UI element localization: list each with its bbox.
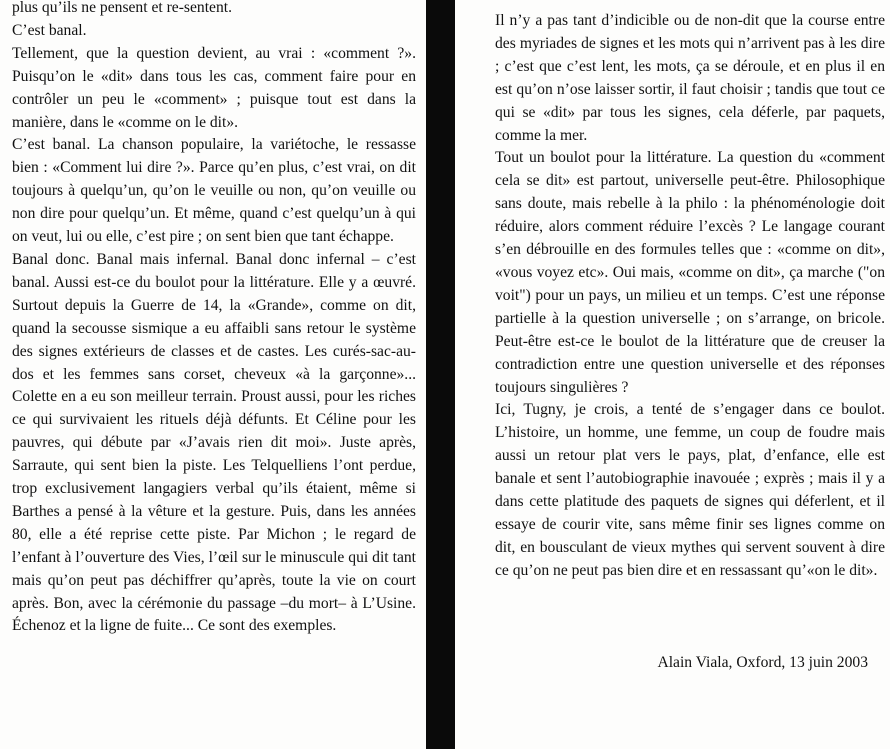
paragraph: C’est banal. <box>12 21 87 39</box>
right-page-text <box>495 10 885 583</box>
paragraph: C’est banal. La chanson populaire, la variétoche, le ressasse bien : «Comment lui dire ?». Parce qu’en plus, c’est vrai, on dit toujours à quelqu’un, qu’on le veuille ou non, qu’on veuille ou non dire pour quelqu’un. Et même, quand c’est quelqu’un à qui on veut, lui ou elle, c’est pire ; on sent bien que tant échappe. <box>12 136 416 246</box>
paragraph: Tellement, que la question devient, au vrai : «comment ?». Puisqu’on le «dit» dans tous les cas, comment faire pour en contrôler un peu le «comment» ; puisque tout est dans la manière, dans le «comme on le dit». <box>12 44 416 131</box>
left-page <box>0 0 426 749</box>
right-page <box>455 0 890 749</box>
paragraph: Ici, Tugny, je crois, a tenté de s’engager dans ce boulot. L’histoire, un homme, une femme, un coup de foudre mais aussi un retour plat vers le pays, plat, d’enfance, elle est banale et sent l’autobiographie inavouée ; exprès ; mais il y a dans cette platitude des paquets de signes qui déferlent, et il essaye de courir vite, sans même finir ses lignes comme on dit, en bousculant de vieux mythes qui servent souvent à dire ce qu’on ne peut pas bien dire et en ressassant qu’«on le dit». <box>495 401 885 579</box>
paragraph: plus qu’ils ne pensent et re-sentent. <box>12 0 232 16</box>
paragraph: Tout un boulot pour la littérature. La question du «comment cela se dit» est partout, universelle peut-être. Philosophique sans doute, mais rebelle à la philo : la phénoménologie doit réduire, alors comment réduire l’excès ? Le langage courant s’en débrouille en des formules telles que : «comme on dit», «vous voyez etc». Oui mais, «comme on dit», ça marche ("on voit") pour un pays, un milieu et un temps. C’est une réponse partielle à la question universelle ; on s’arrange, on bricole. Peut-être est-ce le boulot de la littérature que de creuser la contradiction entre une question universelle et des réponses toujours singulières ? <box>495 149 885 396</box>
book-gutter <box>426 0 455 749</box>
signature: Alain Viala, Oxford, 13 juin 2003 <box>657 654 868 671</box>
left-page-text <box>12 0 416 638</box>
paragraph: Il n’y a pas tant d’indicible ou de non-dit que la course entre des myriades de signes et les mots qui n’arrivent pas à les dire ; c’est que c’est lent, les mots, ça se déroule, et en plus il en est qu’on n’ose laisser sortir, il faut choisir ; tandis que tout ce qui se «dit» par tous les signes, cela déferle, par paquets, comme la mer. <box>495 12 885 144</box>
paragraph: Banal donc. Banal mais infernal. Banal donc infernal – c’est banal. Aussi est-ce du boulot pour la littérature. Elle y a œuvré. Surtout depuis la Guerre de 14, la «Grande», comme on dit, quand la secousse sismique a eu affaibli sans retour le système des signes extérieurs de classes et de castes. Les curés-sac-au-dos et les femmes sans corset, cheveux «à la garçonne»... Colette en a eu son meilleur terrain. Proust aussi, pour les riches ce qui survivaient les rituels déjà défunts. Et Céline pour les pauvres, qui débute par «J’avais rien dit moi». Juste après, Sarraute, qui sent bien la piste. Les Telquelliens l’ont perdue, trop exclusivement langagiers verbal qu’ils étaient, même si Barthes a pensé à la vêture et la gesture. Puis, dans les années 80, elle a été reprise cette piste. Par Michon ; le regard de l’enfant à l’ouverture des Vies, l’œil sur le minuscule qui dit tant mais qu’on peut pas déchiffrer qu’après, toute la vie on court après. Bon, avec la cérémonie du passage –du mort– à L’Usine. Échenoz et la ligne de fuite... Ce sont des exemples. <box>12 250 416 635</box>
